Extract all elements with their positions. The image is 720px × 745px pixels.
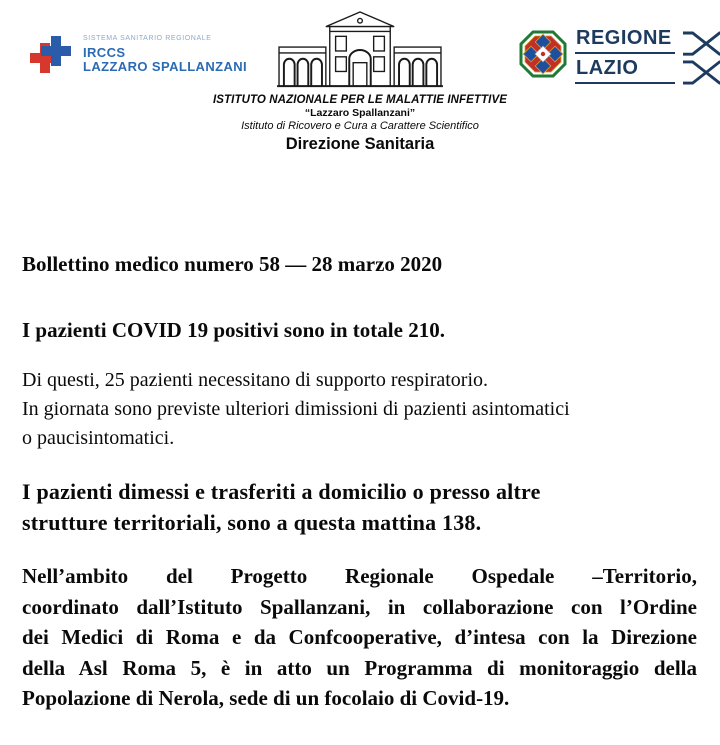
- discharged-paragraph: [22, 476, 697, 538]
- respiratory-line-2: In giornata sono previste ulteriori dimissioni di pazienti asintomatici: [22, 398, 570, 420]
- bulletin-body: [22, 0, 697, 714]
- total-positive-line: I pazienti COVID 19 positivi sono in totale 210.: [22, 318, 445, 342]
- progetto-line-3: dei Medici di Roma e da Confcooperative, d’intesa con la Direzione: [22, 625, 697, 649]
- progetto-line-4: della Asl Roma 5, è in atto un Programma di monitoraggio della: [22, 655, 697, 680]
- respiratory-paragraph: [22, 366, 697, 453]
- ssr-system-label: SISTEMA SANITARIO REGIONALE: [83, 35, 212, 42]
- discharged-line-2: strutture territoriali, sono a questa mattina 138.: [22, 510, 482, 535]
- institute-name: ISTITUTO NAZIONALE PER LE MALATTIE INFETTIVE: [212, 94, 508, 106]
- progetto-line-5: Popolazione di Nerola, sede di un focolaio di Covid-19.: [22, 686, 510, 710]
- respiratory-line-3: o paucisintomatici.: [22, 427, 175, 449]
- ssr-name-label: LAZZARO SPALLANZANI: [83, 59, 248, 74]
- institute-eponym: “Lazzaro Spallanzani”: [304, 107, 416, 119]
- institute-subtitle: Istituto di Ricovero e Cura a Carattere Scientifico: [241, 120, 479, 132]
- direzione-sanitaria-label: Direzione Sanitaria: [285, 135, 435, 153]
- progetto-paragraph: [22, 561, 697, 714]
- progetto-line-1: Nell’ambito del Progetto Regionale Ospedale –Territorio,: [22, 564, 697, 588]
- progetto-line-2: coordinato dall’Istituto Spallanzani, in collaborazione con l’Ordine: [22, 594, 697, 619]
- lazio-label: LAZIO: [575, 58, 675, 84]
- ssr-irccs-label: IRCCS: [83, 45, 126, 60]
- bulletin-title: Bollettino medico numero 58 — 28 marzo 2020: [22, 252, 443, 276]
- discharged-line-1: I pazienti dimessi e trasferiti a domicilio o presso altre: [22, 479, 541, 504]
- respiratory-line-1: Di questi, 25 pazienti necessitano di supporto respiratorio.: [22, 369, 489, 391]
- regione-label: REGIONE: [575, 28, 675, 54]
